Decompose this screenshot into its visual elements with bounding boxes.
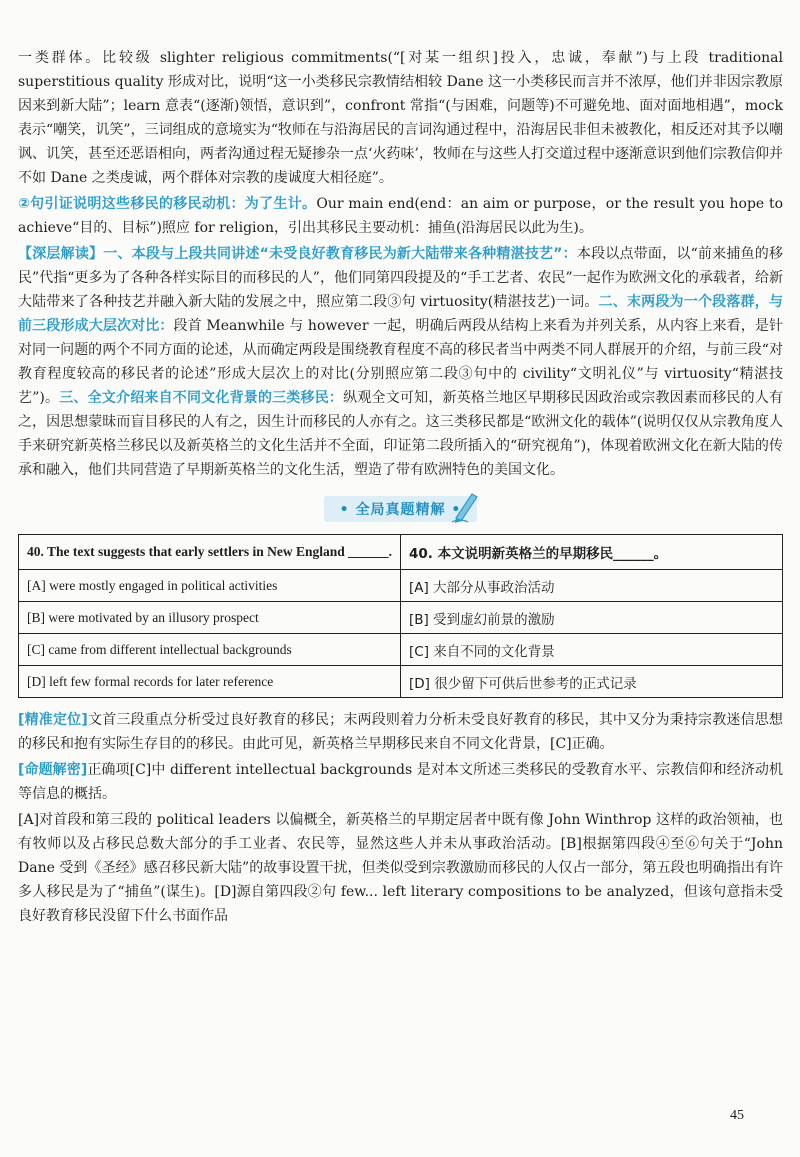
paragraph-motive — [18, 192, 783, 240]
paragraph-decoding — [18, 758, 783, 806]
banner-label: • 全局真题精解 • — [324, 496, 478, 522]
motive-text: Our main end(end：an aim or purpose，or the result you hope to achieve“目的、目标”)照应 for religion，引出其移民主要动机：捕鱼(沿海居民以此为生)。 — [18, 196, 784, 236]
paragraph-deep-reading — [18, 242, 783, 482]
deep-reading-lead-3: 三、全文介绍来自不同文化背景的三类移民： — [59, 390, 344, 406]
section-banner — [18, 496, 783, 526]
page-content — [18, 46, 783, 928]
page-number: 45 — [730, 1108, 744, 1123]
positioning-text: 文首三段重点分析受过良好教育的移民；末两段则着力分析未受良好教育的移民，其中又分为秉持宗教迷信思想的移民和抱有实际生存目的的移民。由此可见，新英格兰早期移民来自不同文化背景，[C]正确。 — [18, 712, 784, 752]
paragraph-distractors: [A]对首段和第三段的 political leaders 以偏概全，新英格兰的早期定居者中既有像 John Winthrop 这样的政治领袖，也有牧师以及占移民总数大部分的手工业者、农民等，显然这些人并未从事政治活动。[B]根据第四段④至⑥句关于“John Dane 受到《圣经》感召移民新大陆”的故事设置干扰，但类似受到宗教激励而移民的人仅占一部分，第五段也明确指出有许多人移民是为了“捕鱼”(谋生)。[D]源自第四段②句 few... left literary compositions to be analyzed，但该句意指未受良好教育移民没留下什么书面作品 — [18, 812, 783, 924]
deep-reading-text-2: 段首 Meanwhile 与 however 一起，明确后两段从结构上来看为并列关系，从内容上来看，是针对同一问题的两个不同方面的论述，从而确定两段是围绕教育程度不高的移民者当中两类不同人群展开的介绍，与前三段“对教育程度较高的移民者的论述”形成大层次上的对比(分别照应第二段③句中的 civility“文明礼仪”与 virtuosity“精湛技艺”)。 — [18, 318, 784, 406]
decoding-lead: [命题解密] — [18, 762, 88, 778]
table-row — [19, 634, 783, 666]
table-row — [19, 666, 783, 698]
deep-reading-lead: 【深层解读】一、本段与上段共同讲述“未受良好教育移民为新大陆带来各种精湛技艺”： — [18, 246, 577, 262]
option-a-zh: [A] 大部分从事政治活动 — [401, 570, 783, 602]
deep-reading-lead-2: 二、末两段为一个段落群，与前三段形成大层次对比： — [18, 294, 783, 334]
option-a-en: [A] were mostly engaged in political activities — [19, 570, 401, 602]
positioning-lead: [精准定位] — [18, 712, 88, 728]
option-b-en: [B] were motivated by an illusory prospect — [19, 602, 401, 634]
deep-reading-text-3: 纵观全文可知，新英格兰地区早期移民因政治或宗教因素而移民的人有之，因思想蒙昧而盲目移民的人有之，因生计而移民的人亦有之。这三类移民都是“欧洲文化的载体”(说明仅仅从宗教角度人手来研究新英格兰移民以及新英格兰的文化生活并不全面，印证第二段所插入的“研究视角”)，体现着欧洲文化在新大陆的传承和融入，他们共同营造了早期新英格兰的文化生活，塑造了带有欧洲特色的美国文化。 — [18, 390, 784, 478]
paragraph-intro: 一类群体。比较级 slighter religious commitments(“[对某一组织]投入，忠诚，奉献”)与上段 traditional superstitious quality 形成对比，说明“这一小类移民宗教情结相较 Dane 这一小类移民而言并不浓厚，他们并非因宗教原因来到新大陆”；learn 意表“(逐渐)领悟，意识到”，confront 常指“(与困难，问题等)不可避免地、面对面地相遇”，mock 表示“嘲笑，讥笑”，三词组成的意境实为“牧师在与沿海居民的言词沟通过程中，沿海居民非但未被教化，相反还对其予以嘲讽、讥笑，甚至还恶语相向，两者沟通过程无疑掺杂一点‘火药味’，牧师在与这些人打交道过程中逐渐意识到他们宗教信仰并不如 Dane 之类虔诚，两个群体对宗教的虔诚度大相径庭”。 — [18, 50, 783, 186]
option-d-zh: [D] 很少留下可供后世参考的正式记录 — [401, 666, 783, 698]
table-row — [19, 570, 783, 602]
decoding-text: 正确项[C]中 different intellectual backgrounds 是对本文所述三类移民的受教育水平、宗教信仰和经济动机等信息的概括。 — [18, 762, 783, 802]
question-zh: 40. 本文说明新英格兰的早期移民______。 — [401, 535, 783, 570]
option-d-en: [D] left few formal records for later reference — [19, 666, 401, 698]
table-row — [19, 602, 783, 634]
pen-icon — [450, 488, 482, 524]
motive-lead: ②句引证说明这些移民的移民动机：为了生计。 — [18, 196, 317, 212]
deep-reading-text: 本段以点带面，以“前来捕鱼的移民”代指“更多为了各种各样实际目的而移民的人”，他们同第四段提及的“手工艺者、农民”一起作为欧洲文化的承载者，给新大陆带来了各种技艺并融入新大陆的发展之中，照应第二段③句 virtuosity(精湛技艺)一词。 — [18, 246, 783, 310]
option-c-zh: [C] 来自不同的文化背景 — [401, 634, 783, 666]
table-header-row — [19, 535, 783, 570]
question-en: 40. The text suggests that early settlers in New England ______. — [19, 535, 401, 570]
option-b-zh: [B] 受到虚幻前景的激励 — [401, 602, 783, 634]
paragraph-positioning — [18, 708, 783, 756]
option-c-en: [C] came from different intellectual backgrounds — [19, 634, 401, 666]
question-table — [18, 534, 783, 698]
